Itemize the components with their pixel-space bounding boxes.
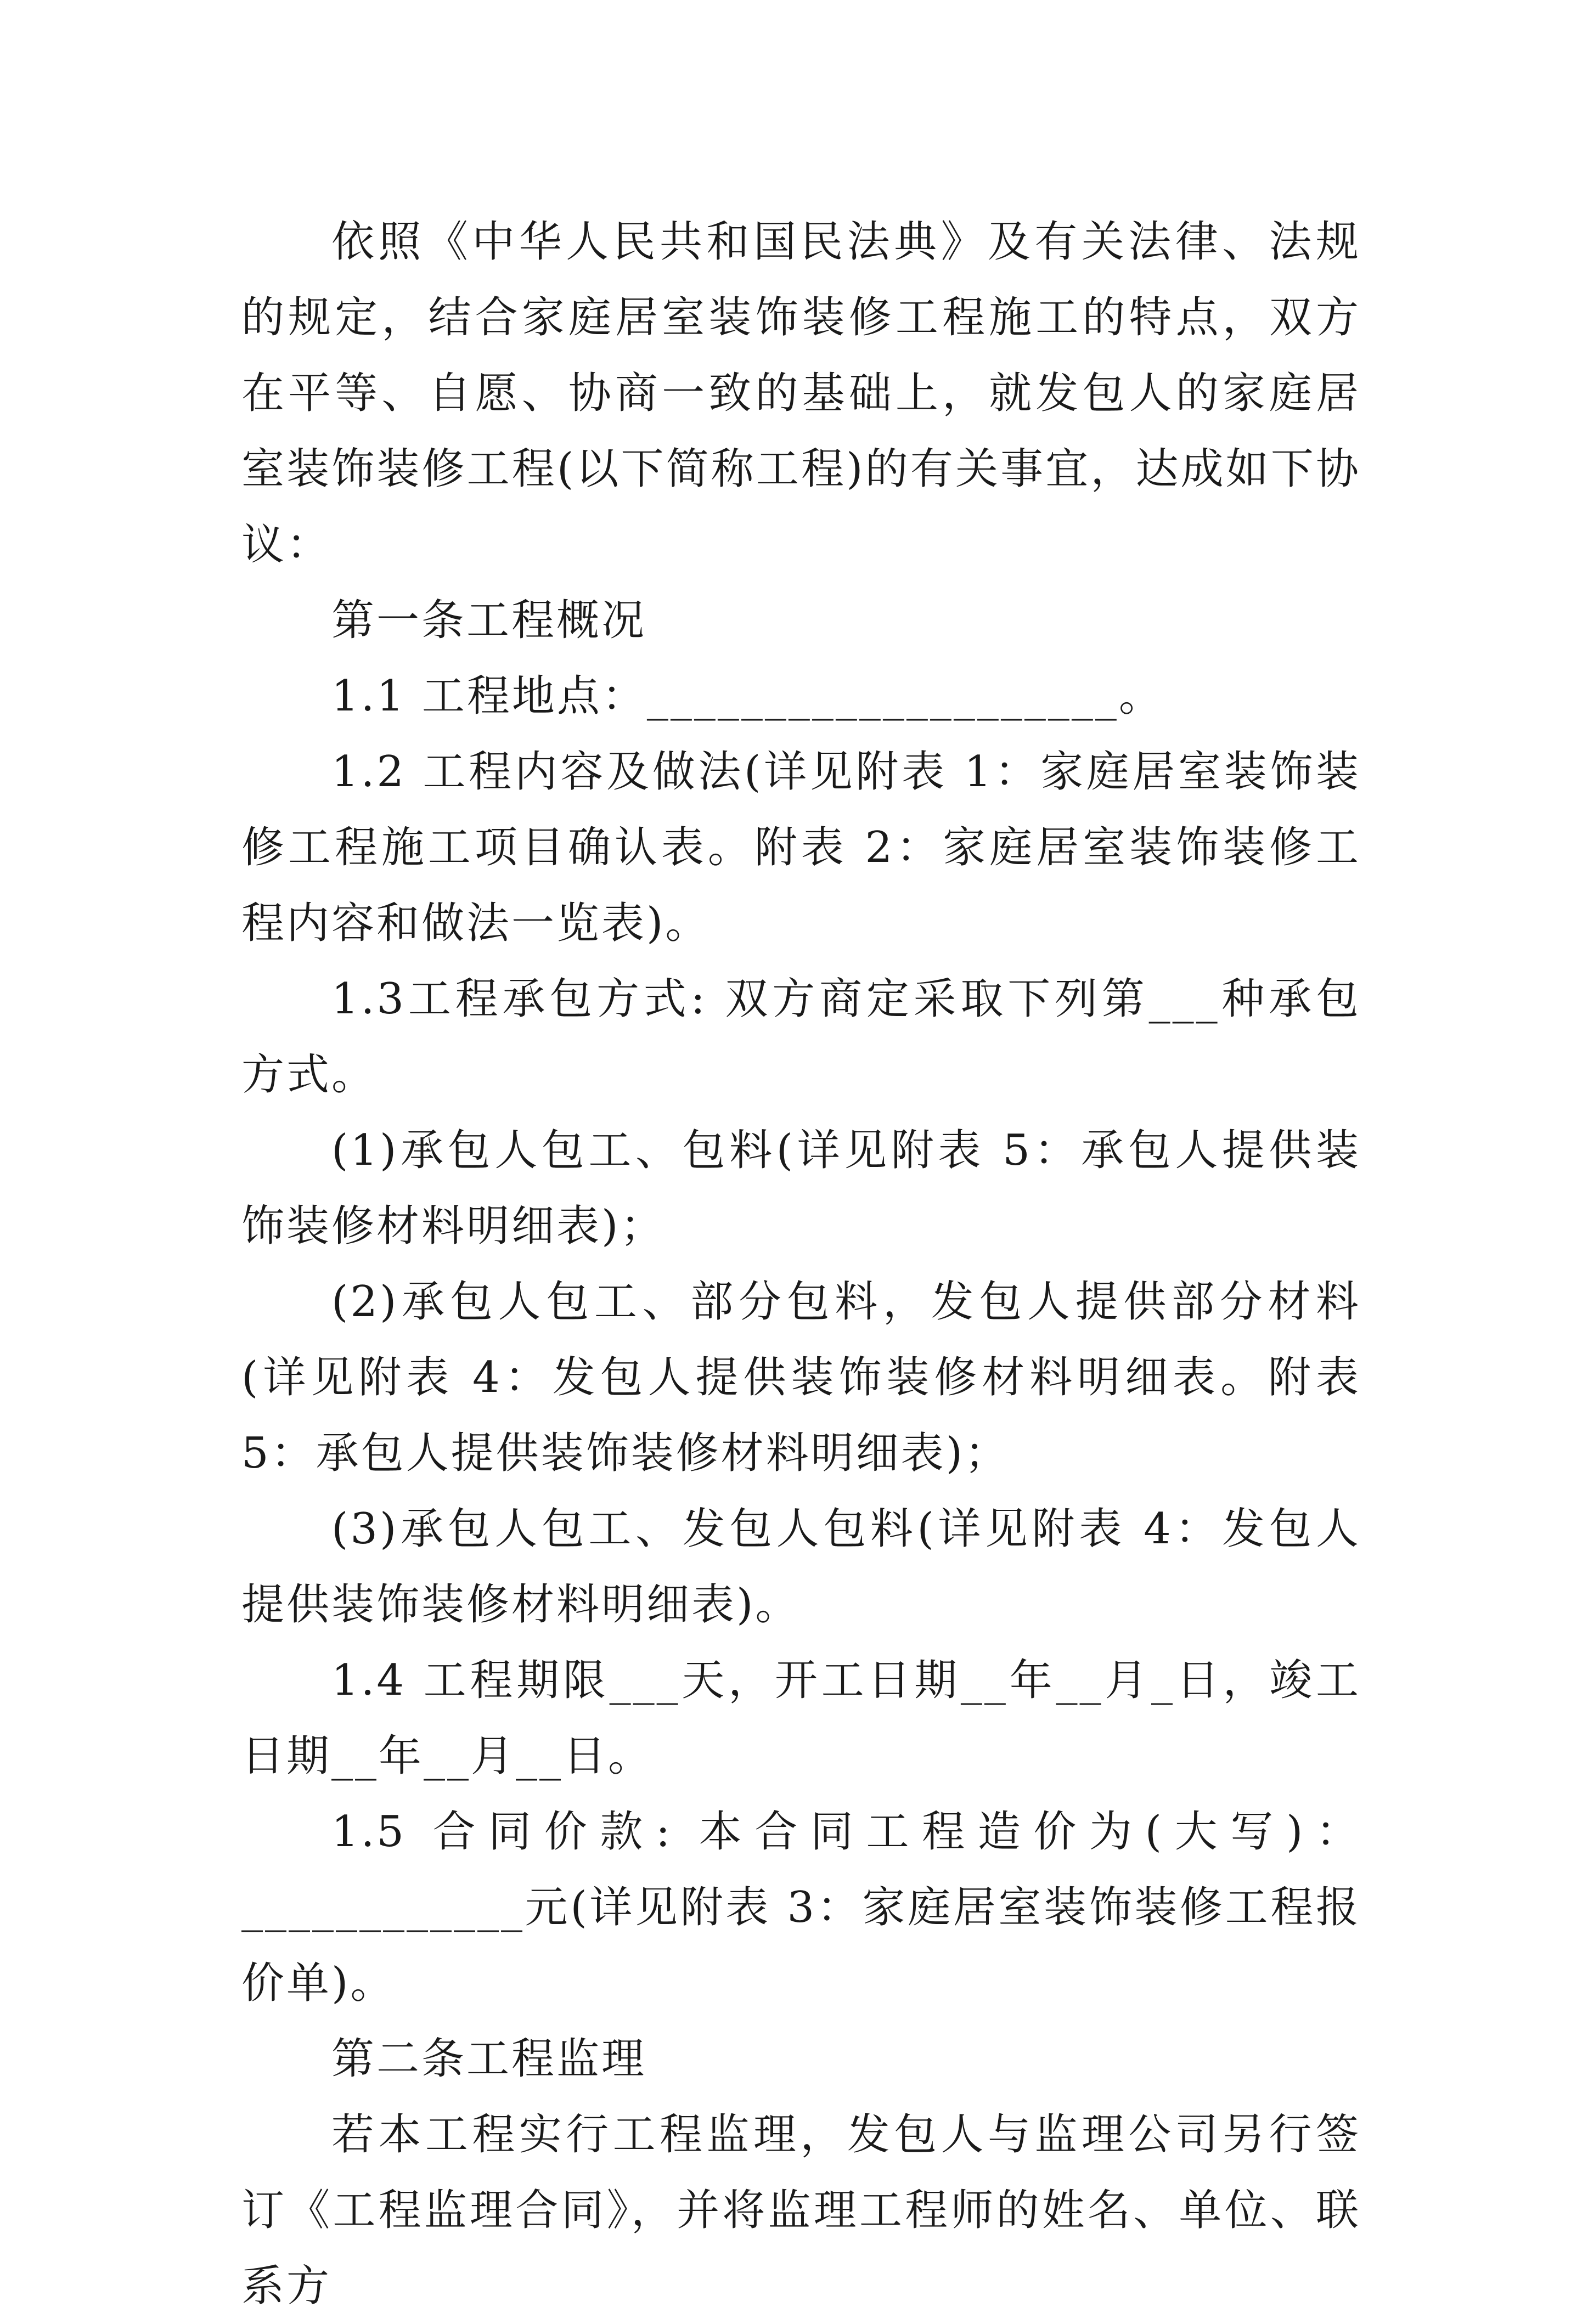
- clause-1-1: 1.1 工程地点：____________________。: [331, 672, 1164, 721]
- option-1: (1)承包人包工、包料(详见附表 5：承包人提供装饰装修材料明细表)；: [241, 1126, 1361, 1251]
- document-body: [241, 204, 1361, 2324]
- section-heading-2: 第二条工程监理: [331, 2034, 647, 2084]
- option-3: (3)承包人包工、发包人包料(详见附表 4：发包人提供装饰装修材料明细表)。: [241, 1504, 1361, 1629]
- clause-1-3: 1.3工程承包方式: 双方商定采取下列第___种承包方式。: [241, 974, 1361, 1099]
- section-heading-1: 第一条工程概况: [331, 596, 647, 645]
- clause-1-5: 1.5 合同价款: 本合同工程造价为(大写)：____________元(详见附表 3：家庭居室装饰装修工程报价单)。: [241, 1807, 1361, 2008]
- option-2: (2)承包人包工、部分包料，发包人提供部分材料(详见附表 4：发包人提供装饰装修材料明细表。附表 5：承包人提供装饰装修材料明细表)；: [241, 1277, 1361, 1478]
- supervision-paragraph: 若本工程实行工程监理，发包人与监理公司另行签订《工程监理合同》，并将监理工程师的姓名、单位、联系方: [241, 2110, 1361, 2311]
- intro-paragraph: 依照《中华人民共和国民法典》及有关法律、法规的规定，结合家庭居室装饰装修工程施工的特点，双方在平等、自愿、协商一致的基础上，就发包人的家庭居室装饰装修工程(以下简称工程)的有关事宜，达成如下协议：: [241, 217, 1361, 569]
- clause-1-2: 1.2 工程内容及做法(详见附表 1：家庭居室装饰装修工程施工项目确认表。附表 2：家庭居室装饰装修工程内容和做法一览表)。: [241, 747, 1361, 948]
- clause-1-4: 1.4 工程期限___天，开工日期__年__月_日，竣工日期__年__月__日。: [241, 1656, 1361, 1781]
